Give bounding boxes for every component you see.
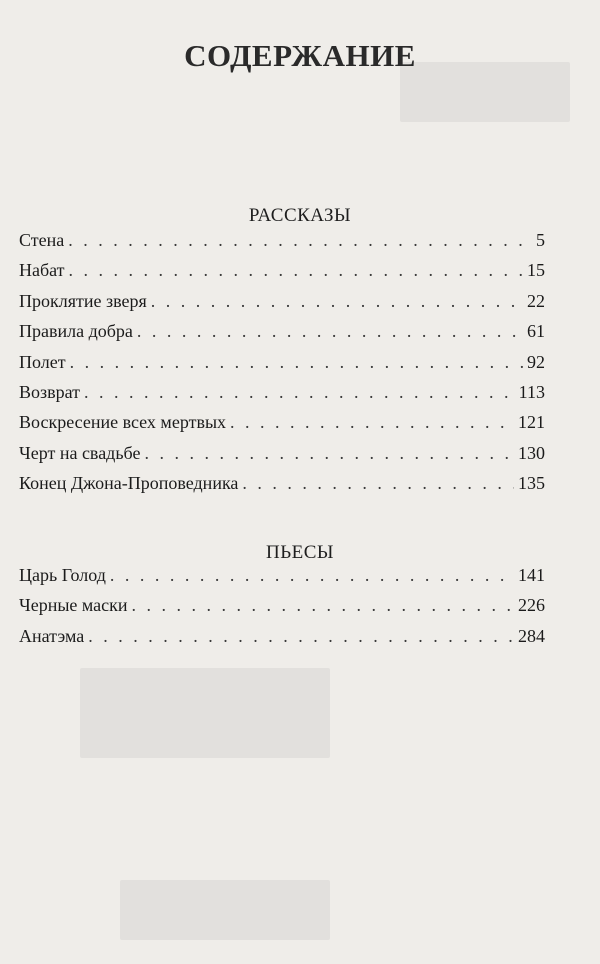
section-heading-stories: РАССКАЗЫ [248,205,352,226]
toc-entry-page: 226 [518,595,545,616]
toc-entry [19,473,545,503]
toc-entry-page: 130 [518,442,545,463]
toc-entry-title: Полет [19,351,66,372]
toc-entry [19,352,545,382]
dot-leader [69,260,523,281]
toc-entry-title: Стена [19,230,65,250]
toc-list-stories [19,230,545,504]
dot-leader [88,626,514,647]
toc-entry [19,291,545,321]
toc-entry-title: Набат [19,260,65,281]
toc-entry-title: Черт на свадьбе [19,442,141,463]
page-title: СОДЕРЖАНИЕ [184,38,416,73]
toc-entry-page: 15 [527,260,545,281]
dot-leader [137,321,523,342]
toc-entry-title: Конец Джона-Проповедника [19,473,239,494]
toc-entry [19,626,545,656]
toc-entry-page: 121 [518,412,545,433]
toc-entry-title: Проклятие зверя [19,290,147,311]
dot-leader [242,473,514,494]
toc-entry-title: Царь Голод [19,565,106,585]
dot-leader [68,230,532,251]
show-through-marks [80,668,330,758]
toc-entry [19,595,545,625]
toc-entry-page: 141 [518,565,545,585]
dot-leader [151,291,523,312]
toc-entry-page: 61 [527,321,545,342]
toc-entry-page: 284 [518,625,545,646]
toc-entry [19,382,545,412]
toc-entry-page: 5 [536,230,545,250]
toc-entry-page: 92 [527,351,545,372]
toc-entry-title: Анатэма [19,625,85,646]
toc-entry [19,260,545,290]
toc-entry-page: 135 [518,473,545,494]
dot-leader [230,412,514,433]
dot-leader [110,565,514,586]
toc-entry-title: Возврат [19,381,81,402]
toc-entry-title: Воскресение всех мертвых [19,412,227,433]
dot-leader [70,352,523,373]
dot-leader [84,382,515,403]
toc-entry [19,565,545,595]
show-through-marks [120,880,330,940]
toc-entry-title: Черные маски [19,595,128,616]
toc-entry [19,230,545,260]
toc-entry-page: 113 [518,381,545,402]
toc-entry-page: 22 [527,290,545,311]
toc-entry [19,321,545,351]
toc-entry [19,412,545,442]
toc-entry [19,443,545,473]
toc-list-plays [19,565,545,656]
toc-entry-title: Правила добра [19,321,133,342]
dot-leader [144,443,514,464]
dot-leader [132,595,514,616]
section-heading-plays: ПЬЕСЫ [266,542,334,563]
